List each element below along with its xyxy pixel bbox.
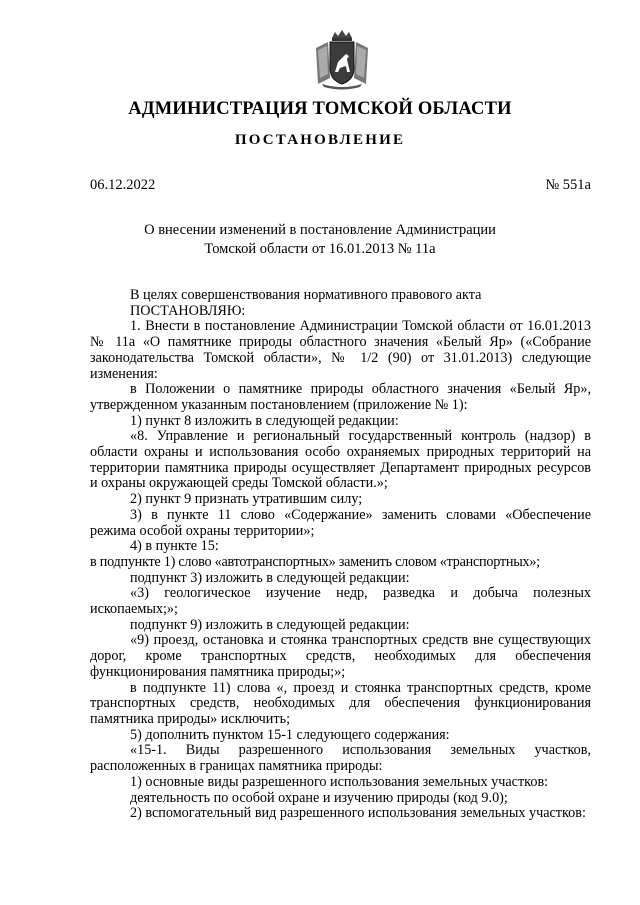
organization-title: АДМИНИСТРАЦИЯ ТОМСКОЙ ОБЛАСТИ bbox=[128, 99, 512, 119]
document-date: 06.12.2022 bbox=[90, 177, 156, 193]
paragraph: 1. Внести в постановление Администрации Томской области от 16.01.2013 № 11а «О памятнике природы областного значения «Белый Яр» («Собрание законодательства Томской области», № 1/2 (90) от 31.01.2013) следующие изменения: bbox=[90, 318, 591, 382]
document-subject bbox=[0, 221, 640, 259]
paragraph: деятельность по особой охране и изучению природы (код 9.0); bbox=[130, 789, 508, 806]
paragraph: подпункт 3) изложить в следующей редакции: bbox=[130, 569, 410, 586]
paragraph: 1) пункт 8 изложить в следующей редакции: bbox=[130, 412, 399, 429]
paragraph: «8. Управление и региональный государственный контроль (надзор) в области охраны и использования особо охраняемых природных территорий на территории памятника природы осуществляет Департамент природных ресурсов и охраны окружающей среды Томской области.»; bbox=[90, 428, 591, 492]
paragraph: ПОСТАНОВЛЯЮ: bbox=[130, 302, 246, 319]
paragraph: «15-1. Виды разрешенного использования земельных участков, расположенных в границах памятника природы: bbox=[90, 742, 591, 775]
document-type: ПОСТАНОВЛЕНИЕ bbox=[234, 132, 406, 148]
paragraph: 3) в пункте 11 слово «Содержание» заменить словами «Обеспечение режима особой охраны территории»; bbox=[90, 506, 591, 539]
paragraph: «3) геологическое изучение недр, разведка и добыча полезных ископаемых;»; bbox=[90, 585, 591, 618]
paragraph: 5) дополнить пунктом 15-1 следующего содержания: bbox=[130, 726, 450, 743]
document-body bbox=[90, 288, 591, 822]
paragraph: В целях совершенствования нормативного правового акта bbox=[130, 287, 482, 303]
paragraph: 2) вспомогательный вид разрешенного использования земельных участков: bbox=[130, 805, 586, 822]
subject-line-2: Томской области от 16.01.2013 № 11а bbox=[204, 241, 436, 257]
document-number: № 551а bbox=[545, 177, 591, 193]
paragraph: в Положении о памятнике природы областного значения «Белый Яр», утвержденном указанным постановлением (приложение № 1): bbox=[90, 381, 591, 413]
paragraph: 2) пункт 9 признать утратившим силу; bbox=[130, 491, 363, 508]
tomsk-coat-of-arms-icon bbox=[298, 28, 386, 90]
subject-line-1: О внесении изменений в постановление Администрации bbox=[144, 222, 496, 238]
paragraph: 4) в пункте 15: bbox=[130, 538, 219, 555]
paragraph: «9) проезд, остановка и стоянка транспортных средств вне существующих дорог, кроме транспортных средств, необходимых для обеспечения функционирования памятника природы;»; bbox=[90, 632, 591, 680]
paragraph: в подпункте 1) слово «автотранспортных» заменить словом «транспортных»; bbox=[90, 553, 540, 570]
paragraph: в подпункте 11) слова «, проезд и стоянка транспортных средств, кроме транспортных средств, необходимых для обеспечения функционирования памятника природы» исключить; bbox=[90, 679, 591, 727]
paragraph: подпункт 9) изложить в следующей редакции: bbox=[130, 616, 410, 633]
paragraph: 1) основные виды разрешенного использования земельных участков: bbox=[130, 773, 549, 790]
